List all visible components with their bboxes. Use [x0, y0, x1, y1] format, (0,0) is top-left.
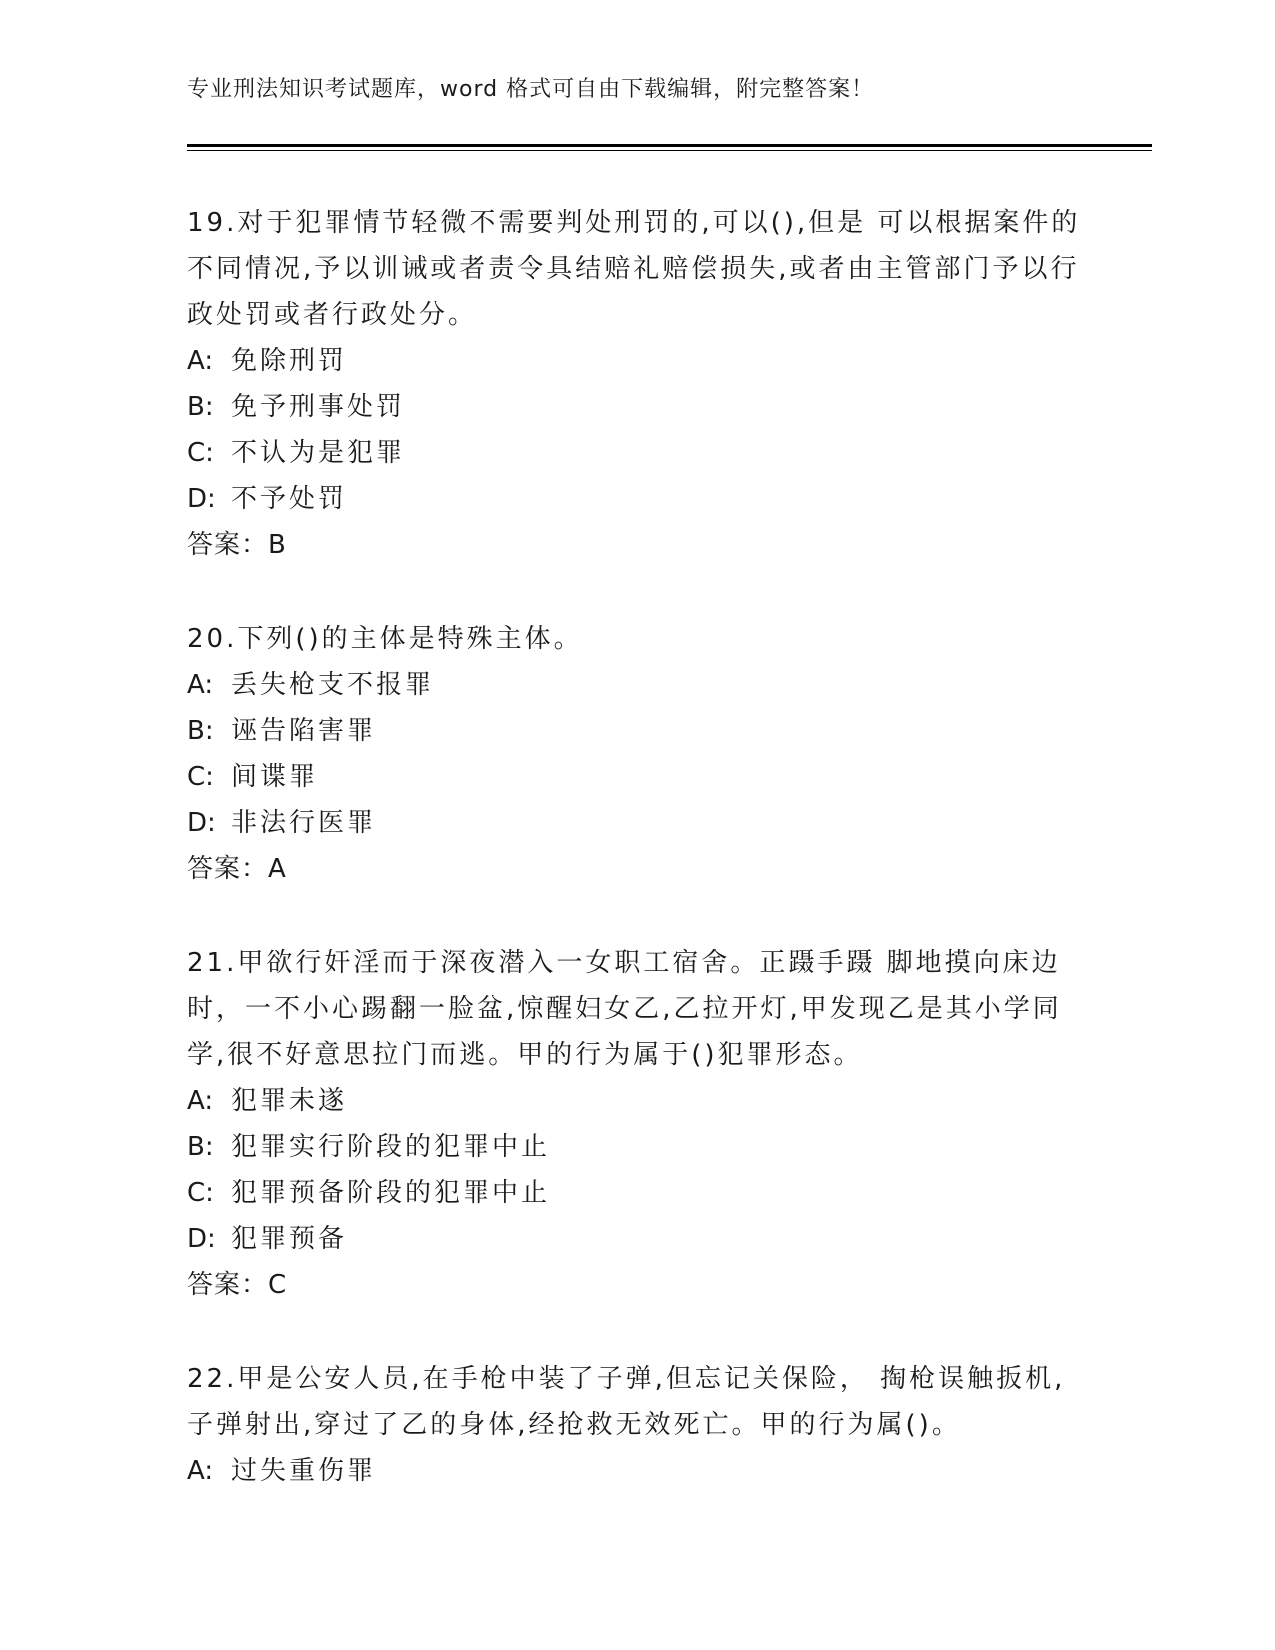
option-letter: A: — [187, 1086, 214, 1116]
option-letter: D: — [187, 808, 216, 838]
question-list — [187, 200, 1087, 1542]
option-text: 犯罪实行阶段的犯罪中止 — [231, 1132, 551, 1162]
option-text: 非法行医罪 — [231, 808, 377, 838]
option-text: 免除刑罚 — [231, 346, 348, 376]
option-d — [187, 800, 1087, 846]
option-text: 犯罪预备阶段的犯罪中止 — [231, 1178, 551, 1208]
option-text: 间谍罪 — [231, 762, 319, 792]
answer-line: 答案：C — [187, 1270, 288, 1300]
question-stem: 22.甲是公安人员,在手枪中装了子弹,但忘记关保险， 掏枪误触扳机,子弹射出,穿过了乙的身体,经抢救无效死亡。甲的行为属()。 — [187, 1364, 1066, 1440]
option-a — [187, 1078, 1087, 1124]
option-text: 犯罪未遂 — [231, 1086, 348, 1116]
option-b — [187, 708, 1087, 754]
question-20 — [187, 616, 1087, 892]
option-letter: D: — [187, 1224, 216, 1254]
option-c — [187, 754, 1087, 800]
answer-line: 答案：B — [187, 530, 287, 560]
option-letter: A: — [187, 346, 214, 376]
answer-line: 答案：A — [187, 854, 287, 884]
page-header: 专业刑法知识考试题库，word 格式可自由下载编辑，附完整答案！ — [187, 77, 875, 102]
option-letter: D: — [187, 484, 216, 514]
option-letter: A: — [187, 670, 214, 700]
option-b — [187, 1124, 1087, 1170]
option-b — [187, 384, 1087, 430]
header-rule-thick — [187, 144, 1152, 147]
option-text: 不予处罚 — [231, 484, 348, 514]
option-c — [187, 1170, 1087, 1216]
option-text: 丢失枪支不报罪 — [231, 670, 435, 700]
option-letter: C: — [187, 1178, 214, 1208]
option-text: 过失重伤罪 — [231, 1456, 377, 1486]
option-d — [187, 1216, 1087, 1262]
question-21 — [187, 940, 1087, 1308]
option-letter: B: — [187, 392, 214, 422]
question-stem: 21.甲欲行奸淫而于深夜潜入一女职工宿舍。正蹑手蹑 脚地摸向床边时，一不小心踢翻一脸盆,惊醒妇女乙,乙拉开灯,甲发现乙是其小学同学,很不好意思拉门而逃。甲的行为属于()犯罪形态。 — [187, 948, 1062, 1070]
option-text: 犯罪预备 — [231, 1224, 348, 1254]
option-text: 免予刑事处罚 — [231, 392, 406, 422]
question-stem: 19.对于犯罪情节轻微不需要判处刑罚的,可以(),但是 可以根据案件的不同情况,予以训诫或者责令具结赔礼赔偿损失,或者由主管部门予以行政处罚或者行政处分。 — [187, 208, 1081, 330]
option-letter: B: — [187, 1132, 214, 1162]
option-letter: B: — [187, 716, 214, 746]
option-c — [187, 430, 1087, 476]
option-text: 不认为是犯罪 — [231, 438, 406, 468]
option-a — [187, 1448, 1087, 1494]
question-stem: 20.下列()的主体是特殊主体。 — [187, 624, 583, 654]
option-letter: C: — [187, 438, 214, 468]
header-rule-thin — [187, 150, 1152, 151]
option-a — [187, 338, 1087, 384]
option-text: 诬告陷害罪 — [231, 716, 377, 746]
option-a — [187, 662, 1087, 708]
option-letter: A: — [187, 1456, 214, 1486]
question-22 — [187, 1356, 1087, 1494]
option-letter: C: — [187, 762, 214, 792]
question-19 — [187, 200, 1087, 568]
option-d — [187, 476, 1087, 522]
